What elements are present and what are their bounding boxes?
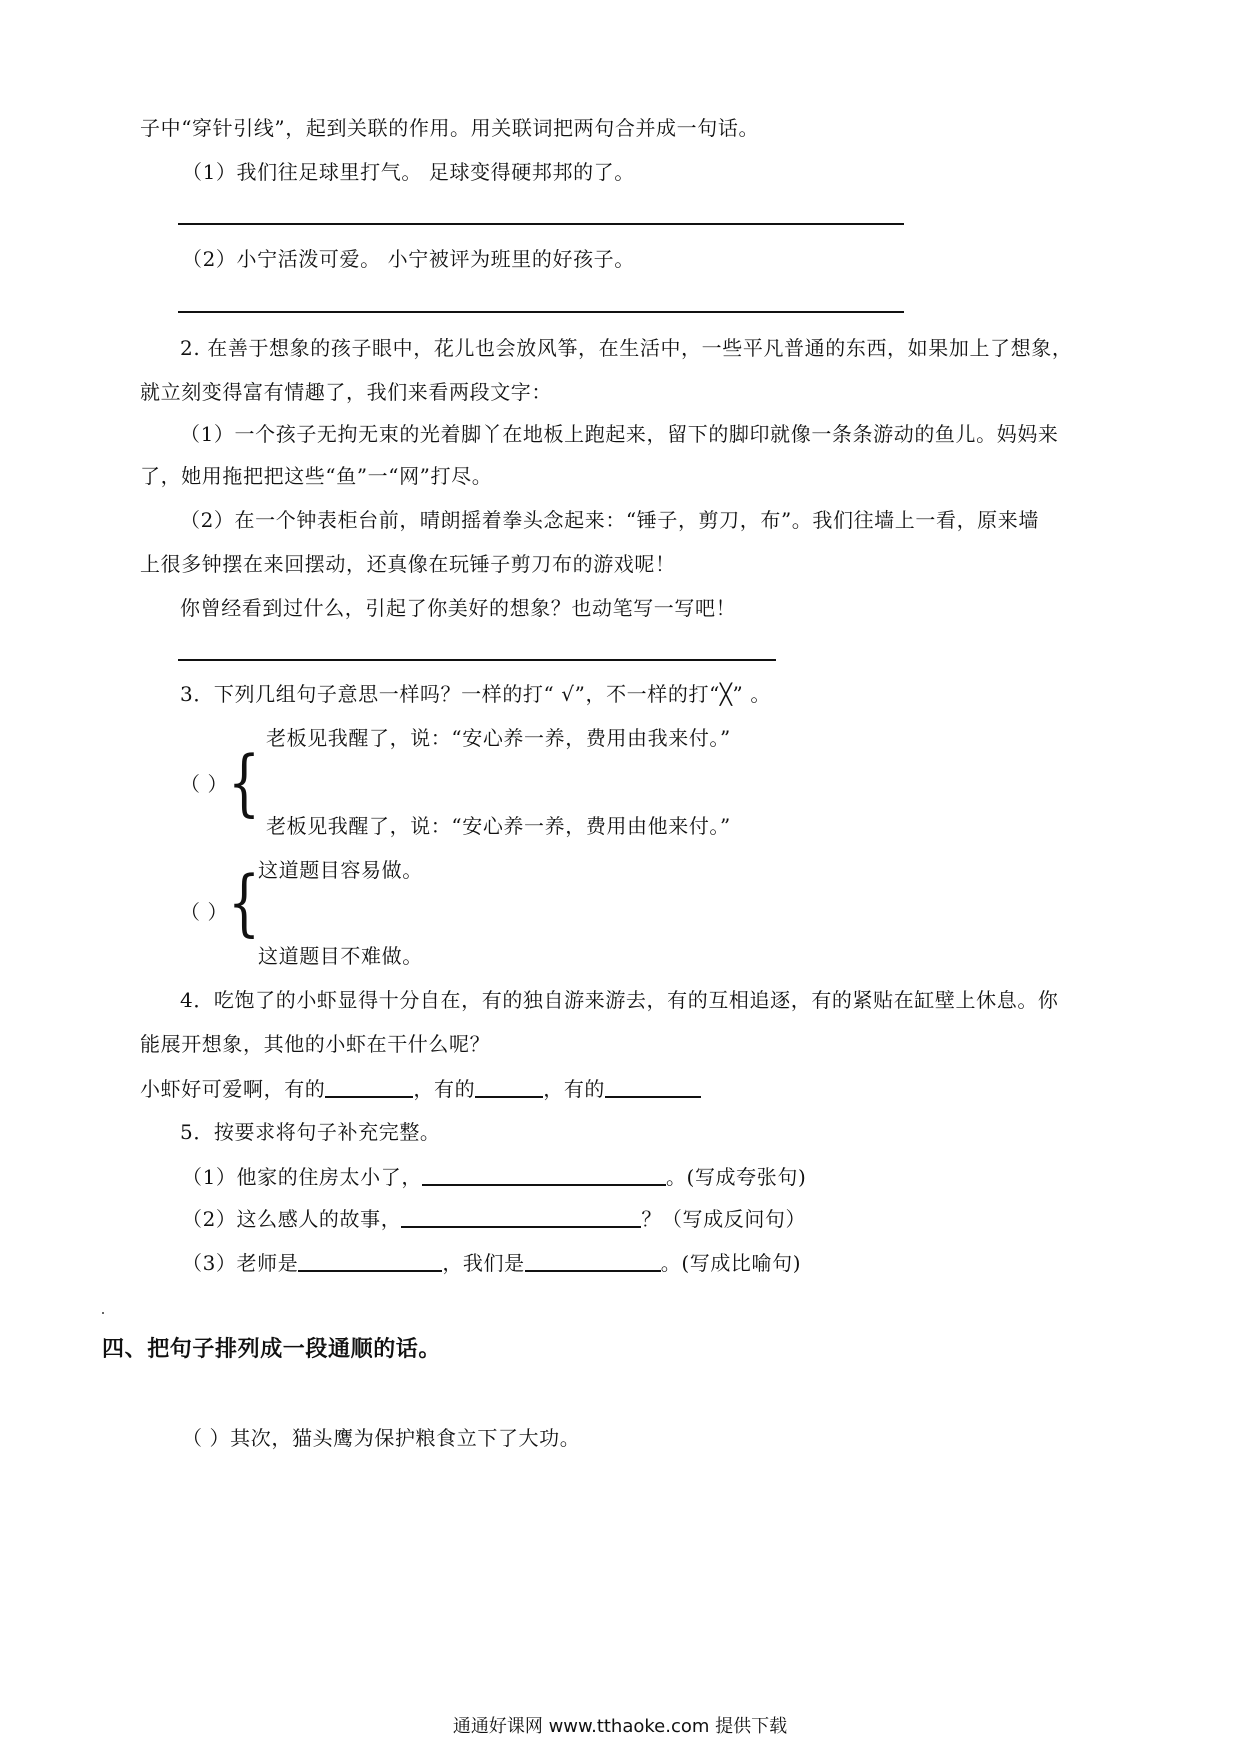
s4-fill-part-c: ，有的 bbox=[543, 1077, 606, 1101]
s5-row-2-a: （2）这么感人的故事， bbox=[182, 1207, 402, 1231]
s4-line-2: 能展开想象，其他的小虾在干什么呢？ bbox=[140, 1032, 491, 1056]
s5-row-3-a: （3）老师是 bbox=[182, 1251, 299, 1275]
answer-line bbox=[178, 659, 776, 661]
s1-item-2: （2）小宁活泼可爱。 小宁被评为班里的好孩子。 bbox=[182, 247, 635, 271]
fill-blank[interactable] bbox=[298, 1248, 442, 1272]
s3-group2-sentence-a: 这道题目容易做。 bbox=[258, 858, 423, 882]
s2-line-1: 2. 在善于想象的孩子眼中，花儿也会放风筝，在生活中，一些平凡普通的东西，如果加上了想象， bbox=[180, 336, 1073, 360]
speck bbox=[102, 1312, 104, 1314]
s3-title: 3．下列几组句子意思一样吗？一样的打“ √”，不一样的打“╳” 。 bbox=[180, 682, 771, 706]
s3-group1-paren: （ ） bbox=[180, 772, 229, 796]
fill-blank[interactable] bbox=[401, 1204, 641, 1228]
part4-item-1: （ ）其次，猫头鹰为保护粮食立下了大功。 bbox=[182, 1426, 581, 1450]
s2-line-2: 就立刻变得富有情趣了，我们来看两段文字： bbox=[140, 380, 552, 404]
s4-fill-part-a: 小虾好可爱啊，有的 bbox=[140, 1077, 326, 1101]
brace-icon: { bbox=[228, 740, 261, 824]
s5-row-1-a: （1）他家的住房太小了， bbox=[182, 1165, 422, 1189]
s5-row-2-b: ？（写成反问句） bbox=[641, 1207, 807, 1231]
answer-line bbox=[178, 311, 904, 313]
s3-group1-sentence-a: 老板见我醒了，说：“安心养一养，费用由我来付。” bbox=[266, 726, 731, 750]
s5-row-2 bbox=[182, 1204, 806, 1233]
fill-blank[interactable] bbox=[325, 1074, 413, 1098]
page-footer: 通通好课网 www.tthaoke.com 提供下载 bbox=[452, 1716, 788, 1737]
s5-row-1-b: 。(写成夸张句) bbox=[665, 1165, 807, 1189]
s1-item-1: （1）我们往足球里打气。 足球变得硬邦邦的了。 bbox=[182, 160, 635, 184]
s4-fill-part-b: ，有的 bbox=[413, 1077, 476, 1101]
brace-icon: { bbox=[228, 860, 261, 944]
s2-para-1a: （1）一个孩子无拘无束的光着脚丫在地板上跑起来，留下的脚印就像一条条游动的鱼儿。妈妈来 bbox=[180, 422, 1059, 446]
s2-prompt: 你曾经看到过什么，引起了你美好的想象？也动笔写一写吧！ bbox=[180, 596, 737, 620]
s5-row-1 bbox=[182, 1162, 806, 1191]
s2-para-2a: （2）在一个钟表柜台前，晴朗摇着拳头念起来：“锤子，剪刀，布”。我们往墙上一看，原来墙 bbox=[180, 508, 1039, 532]
s1-intro: 子中“穿针引线”，起到关联的作用。用关联词把两句合并成一句话。 bbox=[140, 116, 760, 140]
s3-group2-sentence-b: 这道题目不难做。 bbox=[258, 944, 423, 968]
s4-line-1: 4．吃饱了的小虾显得十分自在，有的独自游来游去，有的互相追逐，有的紧贴在缸壁上休息。你 bbox=[180, 988, 1059, 1012]
answer-line bbox=[178, 223, 904, 225]
part4-heading: 四、把句子排列成一段通顺的话。 bbox=[102, 1337, 442, 1362]
s4-fill-sentence bbox=[140, 1074, 701, 1103]
fill-blank[interactable] bbox=[605, 1074, 701, 1098]
s2-para-2b: 上很多钟摆在来回摆动，还真像在玩锤子剪刀布的游戏呢！ bbox=[140, 552, 676, 576]
fill-blank[interactable] bbox=[475, 1074, 543, 1098]
fill-blank[interactable] bbox=[525, 1248, 661, 1272]
s3-group2-paren: （ ） bbox=[180, 900, 229, 924]
s5-row-3-c: 。(写成比喻句) bbox=[660, 1251, 802, 1275]
fill-blank[interactable] bbox=[422, 1162, 666, 1186]
s5-title: 5．按要求将句子补充完整。 bbox=[180, 1120, 441, 1144]
s3-group1-sentence-b: 老板见我醒了，说：“安心养一养，费用由他来付。” bbox=[266, 814, 731, 838]
s5-row-3 bbox=[182, 1248, 801, 1277]
s5-row-3-b: ，我们是 bbox=[442, 1251, 525, 1275]
s2-para-1b: 了，她用拖把把这些“鱼”一“网”打尽。 bbox=[140, 464, 493, 488]
